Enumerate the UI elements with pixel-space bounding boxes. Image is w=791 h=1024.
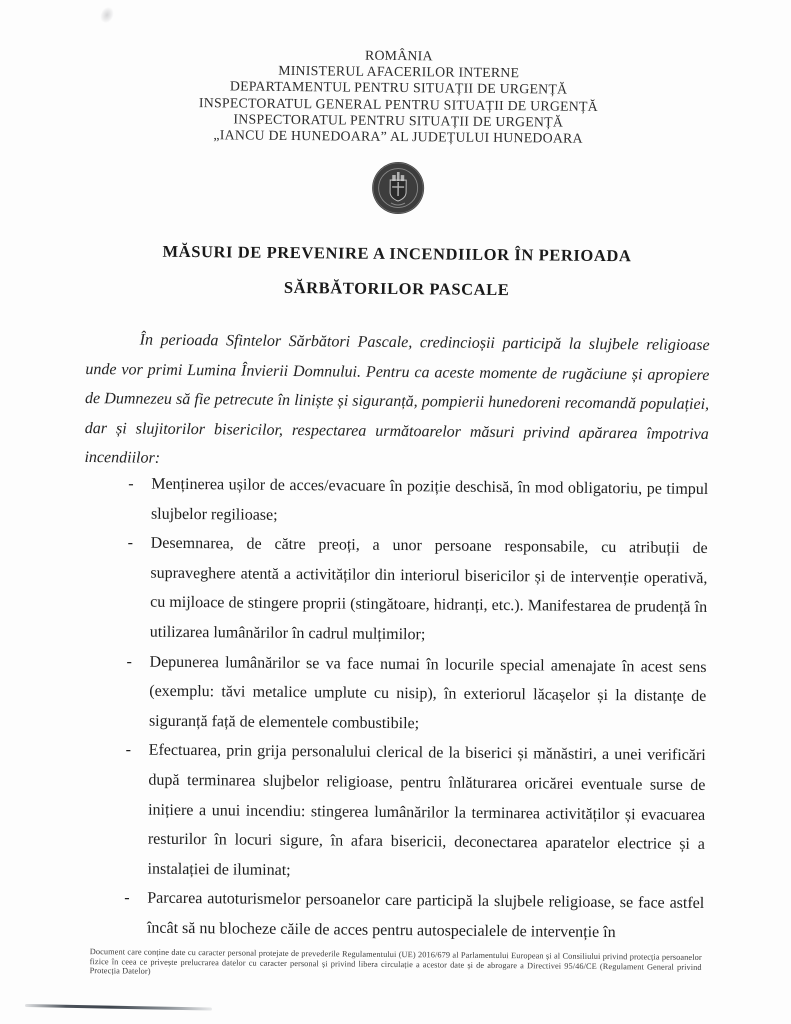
bullet-dash: - — [125, 741, 132, 759]
bullet-dash: - — [128, 475, 134, 493]
bullet-dash: - — [124, 889, 130, 907]
list-item-text: Parcarea autoturismelor persoanelor care participă la slujbele religioase, se face astfel încât să nu blocheze căile de acces pentru autospecialele de intervenție în — [146, 889, 705, 942]
title-line-2: SĂRBĂTORILOR PASCALE — [283, 277, 510, 300]
list-item-text: Desemnarea, de către preoți, a unor persoane responsabile, cu atribuții de supraveghere atentă a activităților din interiorul bisericilor și de intervenție operativă, cu mijloace de stingere proprii (stingătoare, hidranți, etc.). Manifestarea de prudență în utilizarea lumânărilor în cadrul mulțimilor; — [149, 534, 708, 644]
letterhead-line-inspectorate: INSPECTORATUL PENTRU SITUAȚII DE URGENȚĂ — [233, 111, 564, 130]
document-letterhead — [3, 44, 791, 149]
seal-graphic — [369, 160, 426, 217]
measures-list — [80, 469, 709, 948]
list-item-text: Efectuarea, prin grija personalului clerical de la biserici și mănăstiri, a unei verificări după terminarea slujbelor religioase, pentru înlăturarea oricărei eventuale surse de inițiere a unui incendiu: stingerea lumânărilor la terminarea activităților și evacuarea resturilor în locuri sigure, în afara bisericii, deconectarea aparatelor electrice și a instalației de iluminat; — [147, 741, 706, 879]
letterhead-line-department: DEPARTAMENTUL PENTRU SITUAȚII DE URGENȚĂ — [229, 78, 568, 98]
list-item — [80, 735, 705, 889]
letterhead-line-general-inspectorate: INSPECTORATUL GENERAL PENTRU SITUAȚII DE URGENȚĂ — [198, 94, 598, 114]
list-item — [80, 883, 705, 948]
bullet-dash: - — [126, 652, 132, 671]
gdpr-footer-note: Document care conține date cu caracter personal protejate de prevederile Regulamentului (UE) 2016/679 al Parlamentului European și al Consiliului privind protecția persoanelor fizice în ceea ce privește prelucrarea datelor cu caracter personal și privind libera circulație a acestor date și de abrogare a Directivei 95/46/CE (Regulament General privind Protecția Datelor) — [89, 947, 702, 976]
list-item-text: Menținerea ușilor de acces/evacuare în poziție deschisă, în mod obligatoriu, pe timpul slujbelor regilioase; — [150, 475, 709, 524]
list-item-text: Depunerea lumânărilor se va face numai în locurile special amenajate în acest sens (exemplu: tăvi metalice umplute cu nisip), în exteriorul lăcașelor și la distanțe de siguranță față de elementele combustibile; — [148, 653, 707, 732]
document-title — [1, 232, 791, 310]
bullet-dash: - — [127, 534, 134, 552]
list-item — [84, 469, 709, 534]
title-line-1: MĂSURI DE PREVENIRE A INCENDIILOR ÎN PERIOADA — [162, 241, 632, 266]
letterhead-line-ministry: MINISTERUL AFACERILOR INTERNE — [278, 63, 520, 81]
intro-paragraph: În perioada Sfintelor Sărbători Pascale, credincioșii participă la slujbele religioase unde vor primi Lumina Învierii Domnului. Pentru ca aceste momente de rugăciune și apropiere de Dumnezeu să fie petrecute în liniște și siguranță, pompierii hunedoreni recomandă populației, dar și slujitorilor bisericilor, respectarea următoarelor măsuri privind apărarea împotriva incendiilor: — [84, 331, 710, 467]
letterhead-line-country: ROMÂNIA — [364, 47, 433, 64]
list-item — [82, 647, 707, 742]
coat-of-arms-seal-icon — [369, 160, 426, 217]
letterhead-line-county: „IANCU DE HUNEDOARA” AL JUDEȚULUI HUNEDOARA — [213, 127, 583, 146]
list-item — [83, 528, 708, 652]
